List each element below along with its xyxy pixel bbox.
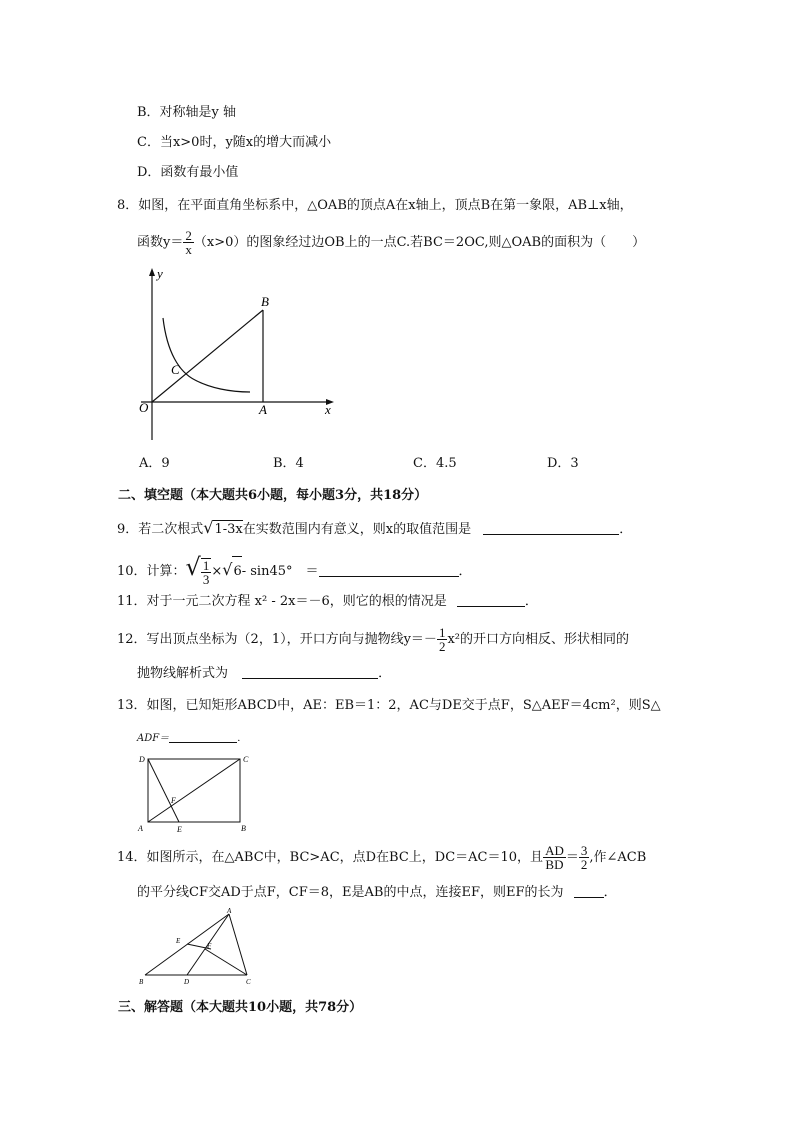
q10-frac-num: 1 bbox=[202, 557, 210, 573]
q14-pre: 14．如图所示，在△ABC中，BC>AC，点D在BC上，DC＝AC＝10，且 bbox=[117, 850, 544, 865]
q9-answer-blank[interactable] bbox=[483, 521, 619, 535]
q8-label-a: A bbox=[259, 402, 267, 417]
q7-option-b: B．对称轴是y 轴 bbox=[137, 105, 237, 120]
q14-line2-text: 的平分线CF交AD于点F，CF＝8，E是AB的中点，连接EF，则EF的长为 bbox=[137, 885, 564, 900]
q9-post: 在实数范围内有意义，则x的取值范围是 bbox=[242, 522, 472, 537]
q12-pre: 12．写出顶点坐标为（2，1），开口方向与抛物线y＝－ bbox=[117, 632, 437, 647]
q11-line: 11．对于一元二次方程 x² - 2x＝－6，则它的根的情况是 ． bbox=[117, 594, 538, 609]
q8-fraction bbox=[183, 229, 194, 256]
q14-mid: ＝ bbox=[565, 850, 579, 865]
q13-label-e: E bbox=[177, 825, 182, 834]
q14-label-d: D bbox=[184, 978, 190, 986]
q13-label-f: F bbox=[171, 796, 176, 805]
q14-label-c: C bbox=[246, 978, 251, 986]
q8-label-y: y bbox=[157, 266, 163, 281]
q8-figure bbox=[135, 262, 345, 447]
q11-text: 11．对于一元二次方程 x² - 2x＝－6，则它的根的情况是 bbox=[117, 594, 447, 609]
q8-line2-post: （x>0）的图象经过边OB上的一点C.若BC＝2OC,则△OAB的面积为（ ） bbox=[193, 235, 646, 250]
q8-hyperbola-curve bbox=[163, 318, 250, 392]
q13-label-c: C bbox=[243, 755, 249, 764]
q9-pre: 9．若二次根式 bbox=[117, 522, 204, 537]
q12-post: x²的开口方向相反、形状相同的 bbox=[447, 632, 629, 647]
q8-label-x: x bbox=[325, 402, 331, 417]
q8-label-b: B bbox=[261, 294, 269, 309]
q10-pre: 10．计算： bbox=[117, 564, 186, 579]
q12-line2-text: 抛物线解析式为 bbox=[137, 666, 229, 681]
q13-line1: 13．如图，已知矩形ABCD中，AE：EB＝1：2，AC与DE交于点F，S△AEF＝4cm²，则S△ bbox=[117, 698, 661, 713]
q8-option-a: A．9 bbox=[139, 456, 170, 471]
q13-label-d: D bbox=[139, 755, 145, 764]
q8-frac-num: 2 bbox=[185, 228, 192, 243]
q13-line2: ADF＝ ． bbox=[137, 729, 247, 748]
q8-option-b: B．4 bbox=[273, 456, 304, 471]
q8-option-c: C．4.5 bbox=[413, 456, 457, 471]
q14-figure bbox=[135, 907, 260, 987]
q14-label-e: E bbox=[176, 937, 181, 945]
q8-option-d: D．3 bbox=[547, 456, 579, 471]
q13-answer-blank[interactable] bbox=[169, 729, 237, 743]
q8-label-c: C bbox=[171, 362, 180, 377]
q14-fraction-3-2 bbox=[579, 844, 590, 871]
q8-line2 bbox=[137, 228, 645, 258]
q12-fraction bbox=[437, 626, 448, 653]
section-3-heading: 三、解答题（本大题共10小题，共78分） bbox=[118, 1000, 363, 1015]
q8-line1: 8．如图，在平面直角坐标系中，△OAB的顶点A在x轴上，顶点B在第一象限，AB⊥x轴， bbox=[117, 198, 633, 213]
q8-label-o: O bbox=[139, 400, 149, 415]
q12-frac-den: 2 bbox=[438, 639, 446, 654]
q13-figure bbox=[135, 752, 255, 834]
q14-fraction-ad-bd bbox=[543, 844, 566, 871]
sqrt-icon: √ bbox=[222, 560, 233, 579]
sqrt-icon: √ bbox=[203, 518, 214, 537]
q13-label-b: B bbox=[241, 824, 246, 833]
q14-label-b: B bbox=[139, 978, 144, 986]
q8-y-arrow-icon bbox=[149, 268, 155, 276]
q14-answer-blank[interactable] bbox=[574, 884, 604, 898]
q10-post: - sin45° ＝ bbox=[241, 564, 319, 579]
q8-frac-den: x bbox=[185, 242, 192, 257]
q10-radicand: 6 bbox=[232, 556, 241, 587]
q10-line: 10．计算：√ $\frac{1}{3}$ ×√6- sin45° ＝ ． bbox=[117, 553, 472, 587]
q7-option-c: C．当x>0时，y随x的增大而减小 bbox=[137, 135, 332, 150]
q14-frac-den: BD bbox=[545, 857, 564, 872]
q13-line2-text: ADF＝ bbox=[137, 733, 170, 744]
q14-label-a: A bbox=[227, 907, 232, 915]
sqrt-icon: √ bbox=[185, 553, 201, 581]
q14-post: ,作∠ACB bbox=[589, 850, 647, 865]
q8-segment-ob bbox=[152, 310, 263, 402]
q10-times: × bbox=[211, 564, 223, 579]
q14-frac2-num: 3 bbox=[580, 843, 588, 858]
q14-frac-num: AD bbox=[545, 843, 564, 858]
q10-answer-blank[interactable] bbox=[319, 563, 459, 577]
q13-diagonal-ac bbox=[148, 759, 240, 822]
q12-line1 bbox=[117, 625, 629, 655]
q14-line2: 的平分线CF交AD于点F，CF＝8，E是AB的中点，连接EF，则EF的长为 ． bbox=[137, 885, 617, 900]
q13-segment-de bbox=[148, 759, 179, 822]
q12-frac-num: 1 bbox=[438, 625, 446, 640]
q10-frac-den: 3 bbox=[202, 571, 210, 587]
q9-line: 9．若二次根式√1-3x在实数范围内有意义，则x的取值范围是 ． bbox=[117, 518, 633, 537]
q14-line1 bbox=[117, 843, 646, 873]
q8-line2-pre: 函数y＝ bbox=[137, 235, 184, 250]
q13-label-a: A bbox=[138, 824, 143, 833]
q12-answer-blank[interactable] bbox=[242, 665, 378, 679]
section-2-heading: 二、填空题（本大题共6小题，每小题3分，共18分） bbox=[118, 488, 428, 503]
q12-line2: 抛物线解析式为 ． bbox=[137, 666, 392, 681]
q11-answer-blank[interactable] bbox=[457, 593, 525, 607]
q9-radicand: 1-3x bbox=[214, 522, 243, 537]
q7-option-d: D．函数有最小值 bbox=[137, 165, 239, 180]
q10-fraction bbox=[201, 558, 212, 586]
q14-frac2-den: 2 bbox=[580, 857, 588, 872]
q14-label-f: F bbox=[207, 942, 212, 950]
